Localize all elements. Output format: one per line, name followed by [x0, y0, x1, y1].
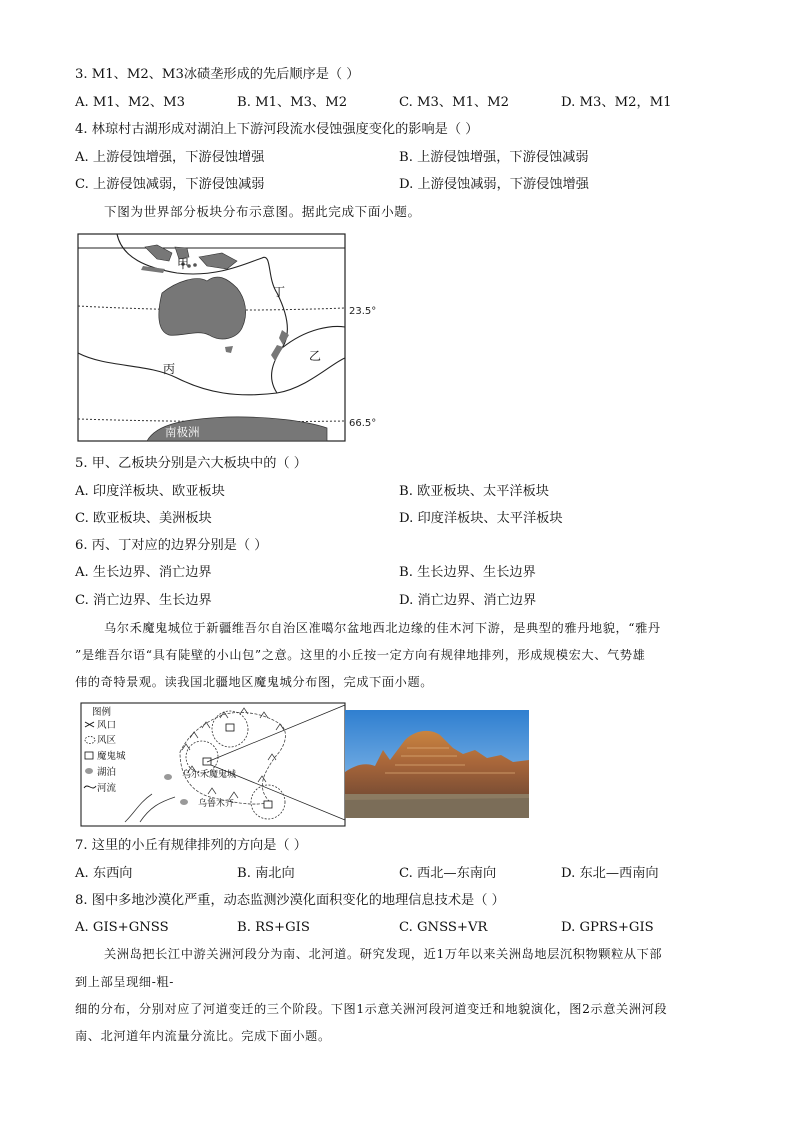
q6-stem: 6. 丙、丁对应的边界分别是（ ）: [75, 538, 268, 553]
q7-option-a[interactable]: A. 东西向: [75, 866, 133, 881]
yardang-site-north: [226, 724, 234, 731]
guanzhou-intro-line-1: 关洲岛把长江中游关洲河段分为南、北河道。研究发现，近1万年以来关洲岛地层沉积物颗粒从下部: [104, 947, 663, 961]
q4-option-d[interactable]: D. 上游侵蚀减弱，下游侵蚀增强: [399, 177, 589, 192]
photo-foreground: [345, 798, 529, 818]
lat-label-23: 23.5°: [349, 306, 377, 317]
q7-stem: 7. 这里的小丘有规律排列的方向是（ ）: [75, 838, 307, 853]
label-yi: 乙: [309, 349, 322, 363]
yardang-intro-line-1: 乌尔禾魔鬼城位于新疆维吾尔自治区准噶尔盆地西北边缘的佳木河下游，是典型的雅丹地貌，“雅丹: [104, 621, 661, 635]
q8-option-d[interactable]: D. GPRS+GIS: [561, 920, 654, 935]
q3-option-b[interactable]: B. M1、M3、M2: [237, 95, 348, 110]
q6-option-c[interactable]: C. 消亡边界、生长边界: [75, 593, 212, 608]
lake-icon: [85, 768, 93, 774]
label-antarctica: 南极洲: [165, 425, 200, 439]
q4-option-b[interactable]: B. 上游侵蚀增强，下游侵蚀减弱: [399, 150, 589, 165]
yardang-photo: [345, 710, 529, 818]
legend-item-wind-zone: 风区: [97, 735, 117, 746]
lat-label-66: 66.5°: [349, 418, 377, 429]
yardang-intro-line-2: ”是维吾尔语“具有陡壁的小山包”之意。这里的小丘按一定方向有规律地排列，形成规模宏大、气势雄: [75, 648, 646, 662]
guanzhou-intro-line-2: 到上部呈现细-粗-: [75, 975, 174, 989]
lake-marker: [164, 774, 172, 780]
q3-option-c[interactable]: C. M3、M1、M2: [399, 95, 510, 110]
q4-option-a[interactable]: A. 上游侵蚀增强，下游侵蚀增强: [75, 150, 265, 165]
plate-map-figure: [77, 233, 377, 443]
q8-option-c[interactable]: C. GNSS+VR: [399, 920, 488, 935]
q7-option-c[interactable]: C. 西北—东南向: [399, 866, 497, 881]
legend-item-lake: 湖泊: [97, 767, 117, 778]
q8-option-a[interactable]: A. GIS+GNSS: [75, 920, 169, 935]
q3-option-a[interactable]: A. M1、M2、M3: [75, 95, 185, 110]
q4-stem: 4. 林琼村古湖形成对湖泊上下游河段流水侵蚀强度变化的影响是（ ）: [75, 122, 479, 137]
q5-option-b[interactable]: B. 欧亚板块、太平洋板块: [399, 484, 549, 499]
q7-option-b[interactable]: B. 南北向: [237, 866, 295, 881]
yardang-site-urho: [203, 758, 211, 765]
legend-item-wind-gap: 风口: [97, 720, 117, 731]
yardang-city-icon: [85, 752, 93, 759]
q3-option-d[interactable]: D. M3、M2，M1: [561, 95, 672, 110]
label-jia: 甲: [177, 257, 190, 271]
q3-stem: 3. M1、M2、M3冰碛垄形成的先后顺序是（ ）: [75, 67, 360, 82]
q8-stem: 8. 图中多地沙漠化严重，动态监测沙漠化面积变化的地理信息技术是（ ）: [75, 893, 505, 908]
island-dot: [193, 263, 197, 267]
label-bing: 丙: [163, 362, 176, 376]
australia-landmass: [159, 277, 246, 339]
label-urho-yardang: 乌尔禾魔鬼城: [182, 770, 237, 780]
legend-item-yardang: 魔鬼城: [97, 751, 126, 762]
lake-marker: [180, 799, 188, 805]
q6-option-b[interactable]: B. 生长边界、生长边界: [399, 565, 536, 580]
q6-option-a[interactable]: A. 生长边界、消亡边界: [75, 565, 212, 580]
legend-item-river: 河流: [97, 783, 117, 794]
q5-option-d[interactable]: D. 印度洋板块、太平洋板块: [399, 511, 563, 526]
yardang-intro-line-3: 伟的奇特景观。读我国北疆地区魔鬼城分布图，完成下面小题。: [75, 675, 434, 689]
yardang-map-figure: [80, 702, 352, 828]
label-urumqi: 乌鲁木齐: [198, 799, 235, 809]
yardang-site-south: [264, 801, 272, 808]
q5-option-a[interactable]: A. 印度洋板块、欧亚板块: [75, 484, 225, 499]
label-ding: 丁: [273, 285, 286, 299]
q6-option-d[interactable]: D. 消亡边界、消亡边界: [399, 593, 537, 608]
q8-option-b[interactable]: B. RS+GIS: [237, 920, 310, 935]
q7-option-d[interactable]: D. 东北—西南向: [561, 866, 659, 881]
guanzhou-intro-line-4: 南、北河道年内流量分流比。完成下面小题。: [75, 1029, 331, 1043]
guanzhou-intro-line-3: 细的分布，分别对应了河道变迁的三个阶段。下图1示意关洲河段河道变迁和地貌演化，图2示意关洲河段: [75, 1002, 668, 1016]
q5-stem: 5. 甲、乙板块分别是六大板块中的（ ）: [75, 456, 307, 471]
q5-option-c[interactable]: C. 欧亚板块、美洲板块: [75, 511, 212, 526]
plates-intro: 下图为世界部分板块分布示意图。据此完成下面小题。: [104, 204, 421, 219]
q4-option-c[interactable]: C. 上游侵蚀减弱，下游侵蚀减弱: [75, 177, 265, 192]
legend-title: 图例: [92, 707, 112, 718]
